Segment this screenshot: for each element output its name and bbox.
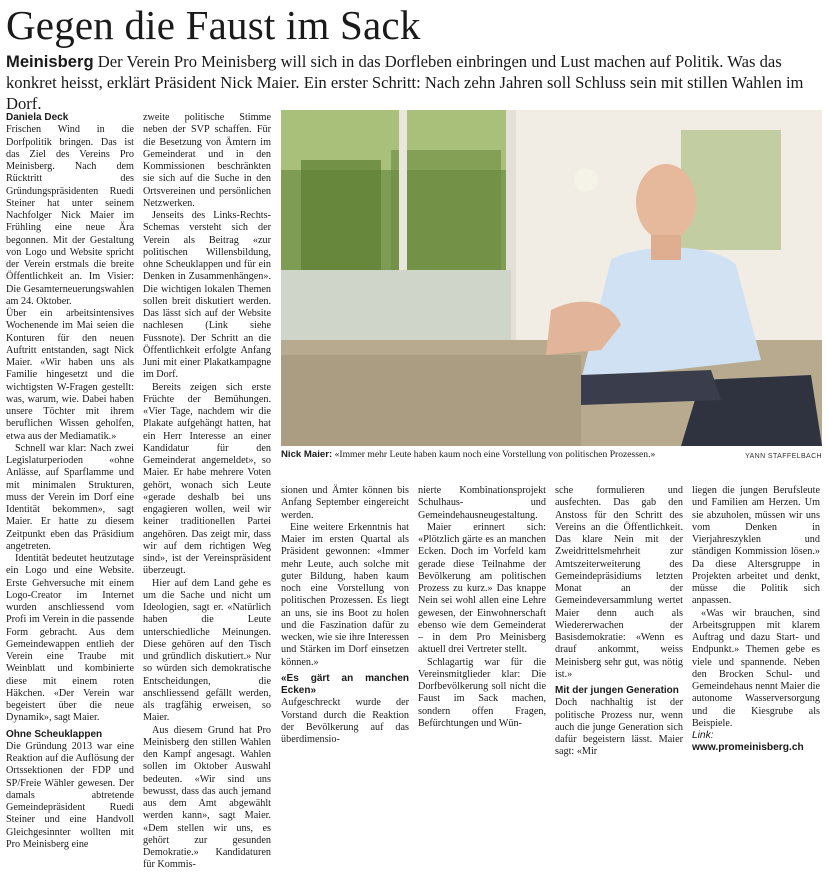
paragraph: nierte Kombinationsprojekt Schulhaus- und Gemeindehausneugestaltung. — [418, 485, 546, 521]
link-label: Link: — [692, 730, 714, 741]
lead-text: Der Verein Pro Meinisberg will sich in das Dorfleben einbringen und Lust machen auf Politik. Was das konkret heisst, erklärt Präsident Nick Maier. Ein erster Schritt: Nach zehn Jahren soll Schluss sein mit stillen Wahlen im Dorf. — [6, 52, 804, 113]
text-column-4 — [418, 485, 546, 729]
headline: Gegen die Faust im Sack — [6, 2, 421, 48]
author-byline: Daniela Deck — [6, 112, 69, 123]
paragraph: Schnell war klar: Nach zwei Legislaturperioden «ohne Anlässe, auf Sparflamme und mit minimalen Strukturen, muss der Verein im Dorf eine Identität bekommen», sagt Maier. Er hatte zu diesem Zeitpunkt eben das Präsidium angetreten. — [6, 442, 134, 552]
subheading: «Es gärt an manchen Ecken» — [281, 672, 409, 696]
paragraph: liegen die jungen Berufsleute und Familien am Herzen. Um sie abzuholen, müssen wir uns vom Denken in Vierjahreszyklen und ständigen Kommission lösen.» Da diese Altersgruppe in Projekten arbeitet und denkt, müsse die Politik sich anpassen. — [692, 485, 820, 607]
subheading: Mit der jungen Generation — [555, 685, 679, 696]
text-column-2 — [143, 112, 271, 871]
paragraph: Bereits zeigen sich erste Früchte der Bemühungen. «Vier Tage, nachdem wir die Plakate aufgehängt hatten, hat ein Herr Interesse an einer Kandidatur für den Gemeinderat angemeldet», so Maier. Er habe mehrere Voten gehört, wonach sich Leute «gerade deshalb bei uns engagieren wollen, weil wir keiner traditionellen Partei angehören. Das zeigt mir, dass wir auf dem richtigen Weg sind», ist der Vereinspräsident überzeugt. — [143, 381, 271, 577]
paragraph: sche formulieren und ausfechten. Das gab den Anstoss für den Schritt des Vereins an die Öffentlichkeit. Das klare Nein mit der Zweidrittelsmehrheit zur Amtszeiterweiterung des Gemeindepräsidiums letzten Monat an der Gemeindeversammlung wertet Maier denn auch als Wiedererwachen der Basisdemokratie: «Wenn es drauf ankommt, weiss Meinisberg sehr gut, was nötig ist.» — [555, 485, 683, 680]
photo-illustration — [281, 110, 822, 446]
caption-quote: «Immer mehr Leute haben kaum noch eine Vorstellung von politischen Prozessen.» — [332, 449, 656, 460]
lead-kicker: Meinisberg — [6, 52, 94, 71]
paragraph: Über ein arbeitsintensives Wochenende im Mai seien die Konturen für den neuen Auftritt entstanden, sagt Nick Maier. «Wir haben uns als Familie hingesetzt und die wichtigsten W-Fragen gestellt: was, warum, wie. Dabei haben unsere Töchter mit ihrem beruflichen Wissen geholfen, etwa aus der Mediamatik.» — [6, 308, 134, 442]
paragraph: «Was wir brauchen, sind Arbeitsgruppen mit klarem Auftrag und dazu Start- und Endpunkt.» Themen gebe es viele und spannende. Neben den Brocken Schul- und Gemeindehaus nennt Maier die autonome Wasserversorgung und die Kiesgrube als Beispiele. — [692, 607, 820, 729]
text-column-5 — [555, 485, 683, 758]
paragraph: Frischen Wind in die Dorfpolitik bringen. Das ist das Ziel des Vereins Pro Meinisberg. Nach dem Rücktritt des Gründungspräsidenten Ruedi Steiner hat unter seinem Nachfolger Nick Maier im Frühling eine neue Ära begonnen. Mit der Gestaltung von Logo und Website spricht der Verein erstmals die breite Öffentlichkeit an. Im Visier: Die Gesamterneuerungswahlen am 24. Oktober. — [6, 124, 134, 307]
text-column-3 — [281, 485, 409, 745]
paragraph: sionen und Ämter können bis Anfang September eingereicht werden. — [281, 485, 409, 521]
subheading: Ohne Scheuklappen — [6, 728, 103, 740]
photo-credit: YANN STAFFELBACH — [745, 453, 822, 460]
paragraph: Hier auf dem Land gehe es um die Sache und nicht um Ideologien, sagt er. «Natürlich haben die Leute unterschiedliche Meinungen. Diese gehören auf den Tisch und gründlich diskutiert.» Nur so würden sich demokratische Entscheidungen, die anschliessend gefällt werden, als tragfähig erweisen, so Maier. — [143, 577, 271, 724]
text-column-6 — [692, 485, 820, 754]
website-link[interactable]: www.promeinisberg.ch — [692, 742, 804, 754]
portrait-photo — [281, 110, 822, 446]
paragraph: Identität bedeutet heutzutage ein Logo und eine Website. Erste Gehversuche mit einem Logo-Creator im Internet wurden anschliessend vom Profi im Verein in die passende Form gebracht. Aus dem Gemeindewappen entlieh der Verein eine Traube mit Weinblatt und kombinierte diese mit einem roten Häkchen. «Der Verein war begeistert über die neue Dynamik», sagt Maier. — [6, 553, 134, 724]
paragraph: Jenseits des Links-Rechts-Schemas versteht sich der Verein als Beitrag «zur politischen Willensbildung, ohne Scheuklappen und für ein Denken in Zusammenhängen». Die wichtigen lokalen Themen sollen breit diskutiert werden. Das lässt sich auf der Website nachlesen (Link siehe Fussnote). Der Schritt an die Öffentlichkeit erfolgte Anfang Juni mit einer Plakatkampagne im Dorf. — [143, 210, 271, 381]
paragraph: Die Gründung 2013 war eine Reaktion auf die Auflösung der Ortssektionen der FDP und SP/Freie Wähler gewesen. Der damals abtretende Gemeindepräsident Ruedi Steiner und eine Handvoll Gleichgesinnter wollten mit Pro Meinisberg eine — [6, 740, 134, 850]
paragraph: Doch nachhaltig ist der politische Prozess nur, wenn auch die junge Generation sich dafür begeistern lässt. Maier sagt: «Mir — [555, 697, 683, 758]
text-column-1 — [6, 112, 134, 850]
footnote-link — [692, 730, 820, 755]
photo-caption — [281, 449, 822, 463]
lead-paragraph — [6, 51, 818, 114]
paragraph: zweite politische Stimme neben der SVP schaffen. Für die Besetzung von Ämtern im Gemeinderat und in den Kommissionen beschränkten sie sich auf die Suche in den Ortsvereinen und persönlichen Netzwerken. — [143, 112, 271, 209]
paragraph: Maier erinnert sich: «Plötzlich gärte es an manchen Ecken. Doch im Vorfeld kam gerade diese Teilnahme der Bevölkerung am politischen Prozess zu kurz.» Das knappe Nein sei wohl allen eine Lehre gewesen, der Einwohnerschaft ebenso wie dem Gemeinderat – in dem Pro Meinisberg aktuell drei Vertreter stellt. — [418, 521, 546, 656]
paragraph: Aus diesem Grund hat Pro Meinisberg den stillen Wahlen den Kampf angesagt. Wahlen sollen im Oktober Auswahl bedeuten. «Wir sind uns bewusst, dass das auch jemand aus dem Amt abgewählt werden kann», sagt Maier. «Dem stellen wir uns, es gehört zur gesunden Demokratie.» Kandidaturen für Kommis- — [143, 724, 271, 871]
paragraph: Schlagartig war für die Vereinsmitglieder klar: Die Dorfbevölkerung soll nicht die Faust im Sack machen, sondern offen Fragen, Befürchtungen und Wün- — [418, 656, 546, 729]
paragraph: Aufgeschreckt wurde der Vorstand durch die Reaktion der Bevölkerung auf das überdimensio- — [281, 697, 409, 745]
caption-speaker: Nick Maier: — [281, 449, 333, 460]
paragraph: Eine weitere Erkenntnis hat Maier im ersten Quartal als Präsident gewonnen: «Immer mehr Leute, auch solche mit guter Bildung, haben kaum noch eine Vorstellung von politischen Prozessen. Es liegt an uns, sie ins Boot zu holen und die Faszination dafür zu wecken, wie sie ihre Interessen und Stärken im Dorf einsetzen können.» — [281, 521, 409, 668]
